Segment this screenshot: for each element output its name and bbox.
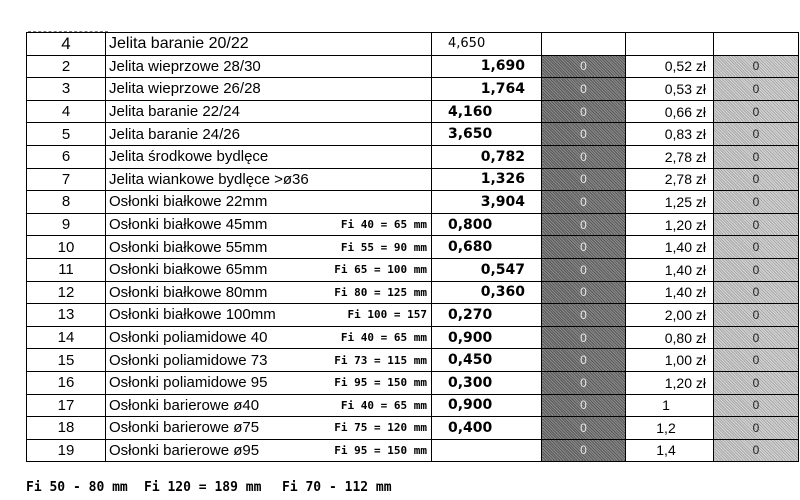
price-cell: 1,00 zł [626, 349, 714, 372]
product-name: Osłonki białkowe 45mm [109, 216, 268, 234]
row-number: 18 [27, 417, 106, 440]
price-cell: 0,80 zł [626, 326, 714, 349]
product-name: Osłonki barierowe ø75 [109, 419, 260, 437]
product-name: Jelita wieprzowe 28/30 [109, 57, 261, 75]
quantity-cell [432, 55, 542, 78]
quantity-value: 0,800 [448, 216, 493, 233]
product-name: Osłonki białkowe 55mm [109, 238, 268, 256]
quantity-value: 3,650 [448, 126, 493, 143]
product-cell [106, 100, 432, 123]
diameter-spec: Fi 95 = 150 mm [334, 443, 427, 457]
table-row [27, 281, 799, 304]
price-cell: 1,4 [626, 439, 714, 462]
row-number: 7 [27, 168, 106, 191]
product-cell [106, 123, 432, 146]
product-name: Jelita środkowe bydlęce [109, 148, 269, 166]
shaded-total-cell: 0 [714, 326, 799, 349]
shaded-total-cell: 0 [714, 78, 799, 101]
product-name: Osłonki poliamidowe 73 [109, 351, 268, 369]
product-name: Osłonki białkowe 65mm [109, 261, 268, 279]
shaded-total-cell: 0 [714, 123, 799, 146]
quantity-value: 0,900 [448, 329, 493, 346]
shaded-total-cell: 0 [714, 417, 799, 440]
product-cell [106, 191, 432, 214]
quantity-cell [432, 417, 542, 440]
row-number: 8 [27, 191, 106, 214]
shaded-total-cell: 0 [714, 439, 799, 462]
price-cell: 0,52 zł [626, 55, 714, 78]
row-number: 16 [27, 371, 106, 394]
shaded-value-cell: 0 [542, 439, 626, 462]
product-name: Jelita baranie 22/24 [109, 103, 240, 121]
table-row [27, 213, 799, 236]
product-cell [106, 281, 432, 304]
quantity-value: 1,690 [480, 58, 525, 75]
quantity-cell: 4,650 [432, 33, 542, 56]
price-cell: 2,78 zł [626, 168, 714, 191]
shaded-total-cell: 0 [714, 168, 799, 191]
row-number: 3 [27, 78, 106, 101]
price-cell: 1,40 zł [626, 236, 714, 259]
table-row [27, 191, 799, 214]
row-number: 19 [27, 439, 106, 462]
shaded-total-cell: 0 [714, 100, 799, 123]
shaded-value-cell: 0 [542, 417, 626, 440]
price-cell: 2,00 zł [626, 304, 714, 327]
quantity-value: 3,904 [480, 193, 525, 210]
shaded-value-cell: 0 [542, 145, 626, 168]
table-row [27, 145, 799, 168]
row-number: 4 [27, 100, 106, 123]
quantity-cell [432, 304, 542, 327]
row-number: 15 [27, 349, 106, 372]
table-row [27, 439, 799, 462]
shaded-total-cell: 0 [714, 258, 799, 281]
shaded-value-cell: 0 [542, 304, 626, 327]
quantity-cell [432, 394, 542, 417]
shaded-value-cell: 0 [542, 55, 626, 78]
table-row [27, 78, 799, 101]
quantity-cell [432, 326, 542, 349]
quantity-cell [432, 281, 542, 304]
shaded-value-cell: 0 [542, 123, 626, 146]
table-row [27, 236, 799, 259]
quantity-cell [432, 168, 542, 191]
price-cell: 1 [626, 394, 714, 417]
product-name: Osłonki barierowe ø40 [109, 396, 260, 414]
quantity-value: 0,360 [480, 284, 525, 301]
quantity-value: 0,547 [480, 261, 525, 278]
product-name: Osłonki białkowe 100mm [109, 306, 276, 324]
row-number: 14 [27, 326, 106, 349]
product-cell [106, 326, 432, 349]
table-row [27, 55, 799, 78]
diameter-spec: Fi 40 = 65 mm [340, 398, 427, 412]
quantity-value: 0,400 [448, 419, 493, 436]
shaded-value-cell: 0 [542, 281, 626, 304]
price-cell: 1,40 zł [626, 281, 714, 304]
blank-cell [542, 33, 626, 56]
blank-cell [626, 33, 714, 56]
product-cell [106, 145, 432, 168]
quantity-cell [432, 349, 542, 372]
product-cell [106, 349, 432, 372]
diameter-spec: Fi 80 = 125 mm [334, 285, 427, 299]
product-name: Osłonki poliamidowe 95 [109, 374, 268, 392]
diameter-spec: Fi 73 = 115 mm [334, 353, 427, 367]
table-row [27, 304, 799, 327]
price-cell: 2,78 zł [626, 145, 714, 168]
quantity-cell [432, 236, 542, 259]
table-row [27, 168, 799, 191]
diameter-spec: Fi 40 = 65 mm [340, 331, 427, 345]
price-cell: 1,20 zł [626, 371, 714, 394]
shaded-total-cell: 0 [714, 371, 799, 394]
product-name: Osłonki białkowe 80mm [109, 283, 268, 301]
shaded-value-cell: 0 [542, 236, 626, 259]
shaded-total-cell: 0 [714, 191, 799, 214]
product-name: Jelita wiankowe bydlęce >ø36 [109, 170, 309, 188]
product-name: Jelita baranie 24/26 [109, 125, 240, 143]
shaded-value-cell: 0 [542, 191, 626, 214]
row-number: 11 [27, 258, 106, 281]
price-cell: 1,40 zł [626, 258, 714, 281]
shaded-total-cell: 0 [714, 145, 799, 168]
product-cell [106, 55, 432, 78]
shaded-total-cell: 0 [714, 394, 799, 417]
shaded-total-cell: 0 [714, 281, 799, 304]
footer-note: Fi 70 - 112 mm [282, 480, 392, 495]
quantity-value: 0,270 [448, 306, 493, 323]
table-row [27, 417, 799, 440]
partial-header-row [27, 33, 799, 56]
price-cell: 1,25 zł [626, 191, 714, 214]
diameter-spec: Fi 40 = 65 mm [340, 218, 427, 232]
table-row [27, 371, 799, 394]
blank-cell [714, 33, 799, 56]
diameter-spec: Fi 100 = 157 [347, 308, 427, 322]
row-number: 4 [27, 33, 106, 56]
quantity-cell [432, 191, 542, 214]
shaded-total-cell: 0 [714, 304, 799, 327]
footer-note: Fi 50 - 80 mm [26, 480, 128, 495]
price-cell: 0,83 zł [626, 123, 714, 146]
product-name: Jelita baranie 20/22 [106, 33, 432, 56]
shaded-value-cell: 0 [542, 371, 626, 394]
table-row [27, 326, 799, 349]
row-number: 17 [27, 394, 106, 417]
product-cell [106, 78, 432, 101]
table-row [27, 100, 799, 123]
shaded-value-cell: 0 [542, 394, 626, 417]
diameter-spec: Fi 65 = 100 mm [334, 263, 427, 277]
quantity-value: 0,300 [448, 374, 493, 391]
shaded-value-cell: 0 [542, 168, 626, 191]
quantity-cell [432, 145, 542, 168]
table-row [27, 349, 799, 372]
row-number: 9 [27, 213, 106, 236]
diameter-spec: Fi 55 = 90 mm [340, 240, 427, 254]
row-number: 10 [27, 236, 106, 259]
product-cell [106, 236, 432, 259]
quantity-value: 0,450 [448, 352, 493, 369]
quantity-value: 4,160 [448, 103, 493, 120]
row-number: 13 [27, 304, 106, 327]
shaded-total-cell: 0 [714, 213, 799, 236]
shaded-value-cell: 0 [542, 213, 626, 236]
quantity-value: 0,680 [448, 239, 493, 256]
product-cell [106, 168, 432, 191]
shaded-value-cell: 0 [542, 78, 626, 101]
quantity-cell [432, 213, 542, 236]
quantity-value: 1,764 [480, 80, 525, 97]
price-cell: 1,2 [626, 417, 714, 440]
row-number: 12 [27, 281, 106, 304]
product-cell [106, 417, 432, 440]
row-number: 6 [27, 145, 106, 168]
product-cell [106, 371, 432, 394]
shaded-total-cell: 0 [714, 55, 799, 78]
row-number: 2 [27, 55, 106, 78]
row-number: 5 [27, 123, 106, 146]
quantity-value: 0,900 [448, 397, 493, 414]
quantity-value: 0,782 [480, 148, 525, 165]
shaded-value-cell: 0 [542, 326, 626, 349]
shaded-total-cell: 0 [714, 349, 799, 372]
shaded-value-cell: 0 [542, 100, 626, 123]
product-cell [106, 258, 432, 281]
quantity-cell [432, 258, 542, 281]
product-name: Osłonki poliamidowe 40 [109, 329, 268, 347]
table-row [27, 258, 799, 281]
shaded-value-cell: 0 [542, 258, 626, 281]
price-cell: 1,20 zł [626, 213, 714, 236]
diameter-spec: Fi 95 = 150 mm [334, 376, 427, 390]
product-name: Osłonki barierowe ø95 [109, 441, 260, 459]
table-row [27, 123, 799, 146]
quantity-cell [432, 371, 542, 394]
table-row [27, 394, 799, 417]
footer-notes [26, 478, 800, 500]
product-name: Osłonki białkowe 22mm [109, 193, 268, 211]
quantity-cell [432, 78, 542, 101]
quantity-cell [432, 123, 542, 146]
product-cell [106, 304, 432, 327]
quantity-cell [432, 100, 542, 123]
price-cell: 0,66 zł [626, 100, 714, 123]
diameter-spec: Fi 75 = 120 mm [334, 421, 427, 435]
shaded-total-cell: 0 [714, 236, 799, 259]
quantity-value: 1,326 [480, 171, 525, 188]
footer-note: Fi 120 = 189 mm [144, 480, 262, 495]
casings-price-table [26, 32, 799, 462]
product-name: Jelita wieprzowe 26/28 [109, 80, 261, 98]
product-cell [106, 394, 432, 417]
price-cell: 0,53 zł [626, 78, 714, 101]
shaded-value-cell: 0 [542, 349, 626, 372]
product-cell [106, 213, 432, 236]
quantity-cell [432, 439, 542, 462]
product-cell [106, 439, 432, 462]
